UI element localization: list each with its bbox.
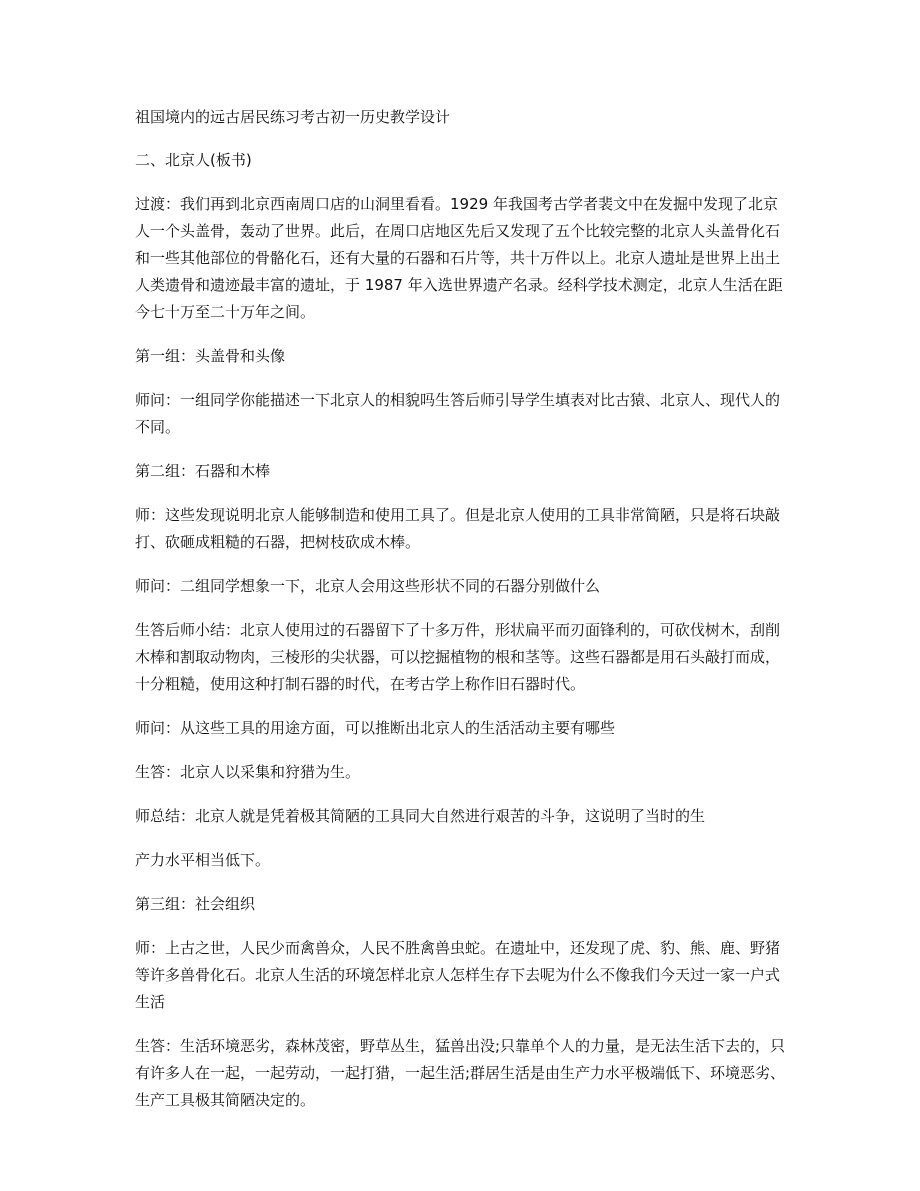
document-title: 祖国境内的远古居民练习考古初一历史教学设计 xyxy=(135,108,451,126)
paragraph-teacher-question-2: 师问：二组同学想象一下，北京人会用这些形状不同的石器分别做什么 xyxy=(135,577,601,595)
paragraph-teacher-explanation: 师：这些发现说明北京人能够制造和使用工具了。但是北京人使用的工具非常简陋，只是将石块敲打、砍砸成粗糙的石器，把树枝砍成木棒。 xyxy=(135,506,781,551)
paragraph-student-answer-1: 生答：北京人以采集和狩猎为生。 xyxy=(135,763,361,781)
paragraph-transition: 过渡：我们再到北京西南周口店的山洞里看看。1929 年我国考古学者裴文中在发掘中发现了北京人一个头盖骨，轰动了世界。此后，在周口店地区先后又发现了五个比较完整的北京人头盖骨化石和一些其他部位的骨骼化石，还有大量的石器和石片等，共十万件以上。北京人遗址是世界上出土人类遗骨和遗迹最丰富的遗址，于 1987 年入选世界遗产名录。经科学技术测定，北京人生活在距今七十万至二十万年之间。 xyxy=(135,195,783,321)
group-two-heading: 第二组：石器和木棒 xyxy=(135,462,271,480)
paragraph-teacher-question-3: 师问：从这些工具的用途方面，可以推断出北京人的生活活动主要有哪些 xyxy=(135,719,616,737)
paragraph-teacher-question-4: 师：上古之世，人民少而禽兽众，人民不胜禽兽虫蛇。在遗址中，还发现了虎、豹、熊、鹿、野猪等许多兽骨化石。北京人生活的环境怎样北京人怎样生存下去呢为什么不像我们今天过一家一户式生活 xyxy=(135,939,781,1011)
group-three-heading: 第三组：社会组织 xyxy=(135,895,256,913)
paragraph-teacher-question-1: 师问：一组同学你能描述一下北京人的相貌吗生答后师引导学生填表对比古猿、北京人、现代人的不同。 xyxy=(135,391,781,436)
group-one-heading: 第一组：头盖骨和头像 xyxy=(135,347,286,365)
paragraph-teacher-conclusion: 师总结：北京人就是凭着极其简陋的工具同大自然进行艰苦的斗争，这说明了当时的生 xyxy=(135,807,706,825)
paragraph-teacher-conclusion-continued: 产力水平相当低下。 xyxy=(135,851,271,869)
document-body xyxy=(135,104,790,1131)
section-heading: 二、北京人(板书) xyxy=(135,151,252,169)
paragraph-teacher-summary-1: 生答后师小结：北京人使用过的石器留下了十多万件，形状扁平而刃面锋利的，可砍伐树木，刮削木棒和割取动物肉，三棱形的尖状器，可以挖掘植物的根和茎等。这些石器都是用石头敲打而成，十分粗糙，使用这种打制石器的时代，在考古学上称作旧石器时代。 xyxy=(135,621,781,693)
paragraph-student-answer-2: 生答：生活环境恶劣，森林茂密，野草丛生，猛兽出没;只靠单个人的力量，是无法生活下去的，只有许多人在一起，一起劳动，一起打猎，一起生活;群居生活是由生产力水平极端低下、环境恶劣、生产工具极其简陋决定的。 xyxy=(135,1037,786,1109)
